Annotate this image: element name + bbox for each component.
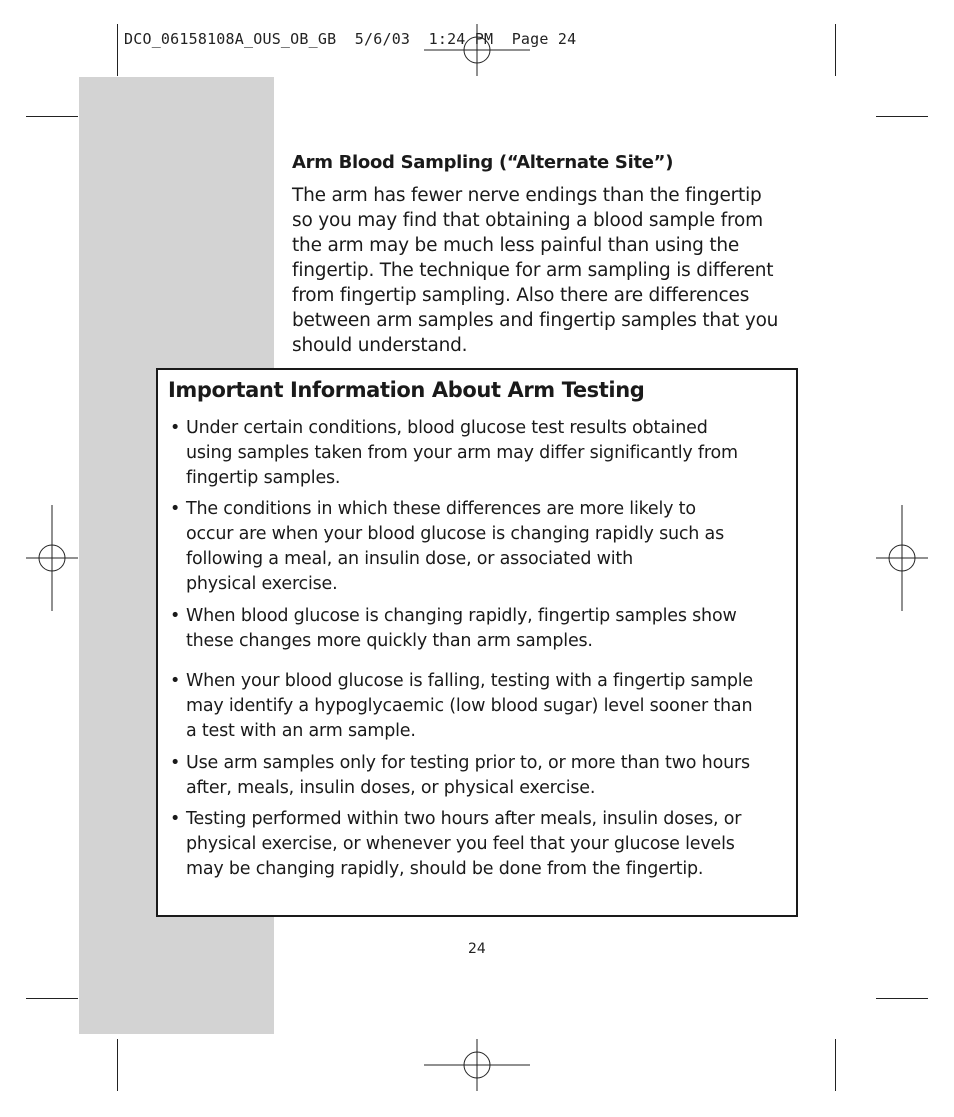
bullet-line: Testing performed within two hours after meals, insulin doses, or xyxy=(186,809,742,829)
bullet-line: The conditions in which these differences are more likely to xyxy=(186,499,696,519)
bullet-line: Under certain conditions, blood glucose test results obtained xyxy=(186,418,708,438)
bullet-line: these changes more quickly than arm samples. xyxy=(186,631,593,651)
intro-line: so you may find that obtaining a blood sample from xyxy=(292,210,763,231)
crop-mark xyxy=(876,998,928,999)
bullet-line: When blood glucose is changing rapidly, fingertip samples show xyxy=(186,606,737,626)
section-heading: Arm Blood Sampling (“Alternate Site”) xyxy=(292,152,674,173)
info-bullet xyxy=(170,497,786,597)
bullet-line: When your blood glucose is falling, testing with a fingertip sample xyxy=(186,671,753,691)
bullet-line: may be changing rapidly, should be done from the fingertip. xyxy=(186,859,704,879)
crop-mark xyxy=(835,24,836,76)
bullet-dot: • xyxy=(170,671,181,691)
bullet-line: following a meal, an insulin dose, or associated with xyxy=(186,549,633,569)
info-box-title: Important Information About Arm Testing xyxy=(168,378,645,402)
bullet-line: physical exercise, or whenever you feel that your glucose levels xyxy=(186,834,735,854)
info-bullet xyxy=(170,751,786,801)
crop-mark xyxy=(26,116,78,117)
page-number: 24 xyxy=(468,941,486,957)
info-bullet xyxy=(170,416,786,491)
registration-mark-right xyxy=(876,505,928,611)
intro-paragraph xyxy=(292,183,802,358)
crop-mark xyxy=(26,998,78,999)
bullet-line: may identify a hypoglycaemic (low blood sugar) level sooner than xyxy=(186,696,753,716)
crop-mark xyxy=(117,1039,118,1091)
intro-line: the arm may be much less painful than using the xyxy=(292,235,740,256)
crop-mark xyxy=(835,1039,836,1091)
crop-mark xyxy=(117,24,118,76)
bullet-line: occur are when your blood glucose is changing rapidly such as xyxy=(186,524,724,544)
important-info-box xyxy=(156,368,798,917)
info-bullet xyxy=(170,604,786,654)
intro-line: from fingertip sampling. Also there are differences xyxy=(292,285,750,306)
bullet-line: fingertip samples. xyxy=(186,468,341,488)
bullet-dot: • xyxy=(170,499,181,519)
bullet-dot: • xyxy=(170,606,181,626)
bullet-line: after, meals, insulin doses, or physical exercise. xyxy=(186,778,596,798)
bullet-dot: • xyxy=(170,753,181,773)
info-bullet xyxy=(170,807,786,882)
intro-line: The arm has fewer nerve endings than the fingertip xyxy=(292,185,762,206)
bullet-line: a test with an arm sample. xyxy=(186,721,416,741)
bullet-line: Use arm samples only for testing prior to, or more than two hours xyxy=(186,753,750,773)
intro-line: between arm samples and fingertip samples that you xyxy=(292,310,779,331)
bullet-dot: • xyxy=(170,809,181,829)
crop-mark xyxy=(876,116,928,117)
print-slug: DCO_06158108A_OUS_OB_GB 5/6/03 1:24 PM Page 24 xyxy=(124,30,577,48)
registration-mark-top xyxy=(424,24,530,76)
registration-mark-bottom xyxy=(424,1039,530,1091)
registration-mark-left xyxy=(26,505,78,611)
intro-line: fingertip. The technique for arm sampling is different xyxy=(292,260,774,281)
bullet-line: physical exercise. xyxy=(186,574,338,594)
bullet-dot: • xyxy=(170,418,181,438)
bullet-line: using samples taken from your arm may differ significantly from xyxy=(186,443,738,463)
intro-line: should understand. xyxy=(292,335,468,356)
info-bullet xyxy=(170,669,786,744)
